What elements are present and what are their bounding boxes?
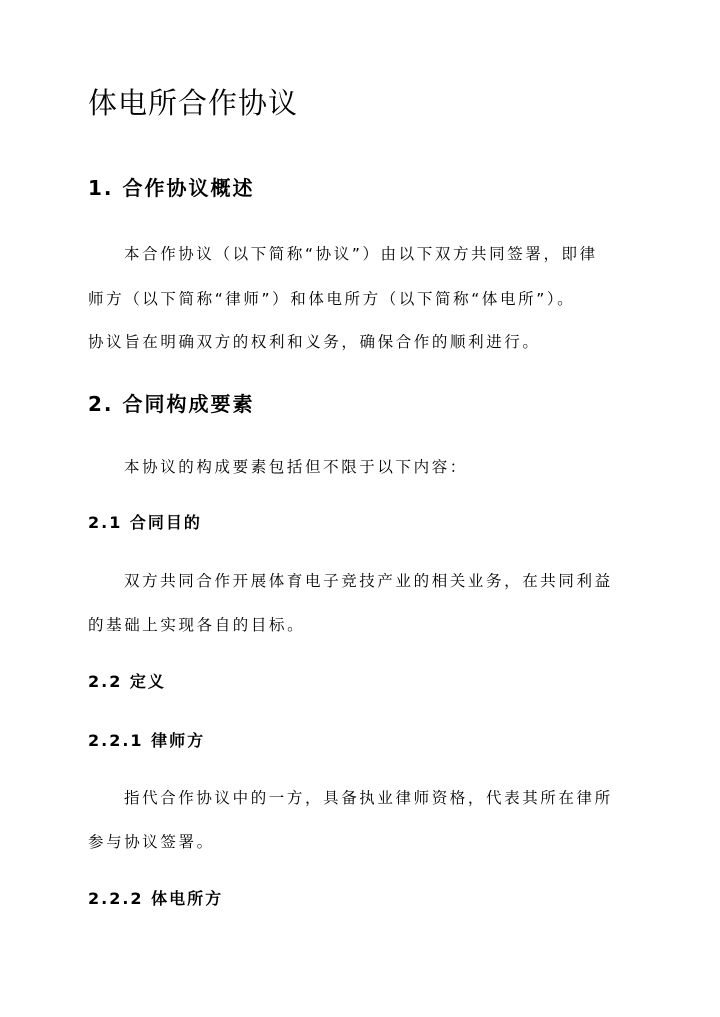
section-2-2-heading: 2.2 定义 (88, 672, 166, 691)
section-1-heading: 1. 合作协议概述 (88, 176, 255, 200)
section-2-intro: 本协议的构成要素包括但不限于以下内容： (124, 458, 468, 476)
section-2-1-paragraph-line: 的基础上实现各自的目标。 (88, 616, 306, 634)
section-2-2-1-paragraph-line: 参与协议签署。 (88, 833, 215, 851)
section-2-1-heading: 2.1 合同目的 (88, 513, 202, 532)
document-title: 体电所合作协议 (88, 86, 299, 120)
section-2-heading: 2. 合同构成要素 (88, 392, 255, 416)
section-1-paragraph-line: 本合作协议（以下简称“协议”）由以下双方共同签署，即律 (124, 245, 598, 263)
section-2-2-2-heading: 2.2.2 体电所方 (88, 889, 224, 908)
section-1-paragraph-line: 协议旨在明确双方的权利和义务，确保合作的顺利进行。 (88, 333, 541, 351)
section-2-1-paragraph-line: 双方共同合作开展体育电子竞技产业的相关业务，在共同利益 (124, 572, 613, 590)
section-2-2-1-paragraph-line: 指代合作协议中的一方，具备执业律师资格，代表其所在律所 (124, 789, 613, 807)
section-2-2-1-heading: 2.2.1 律师方 (88, 731, 206, 750)
section-1-paragraph-line: 师方（以下简称“律师”）和体电所方（以下简称“体电所”）。 (88, 290, 576, 308)
